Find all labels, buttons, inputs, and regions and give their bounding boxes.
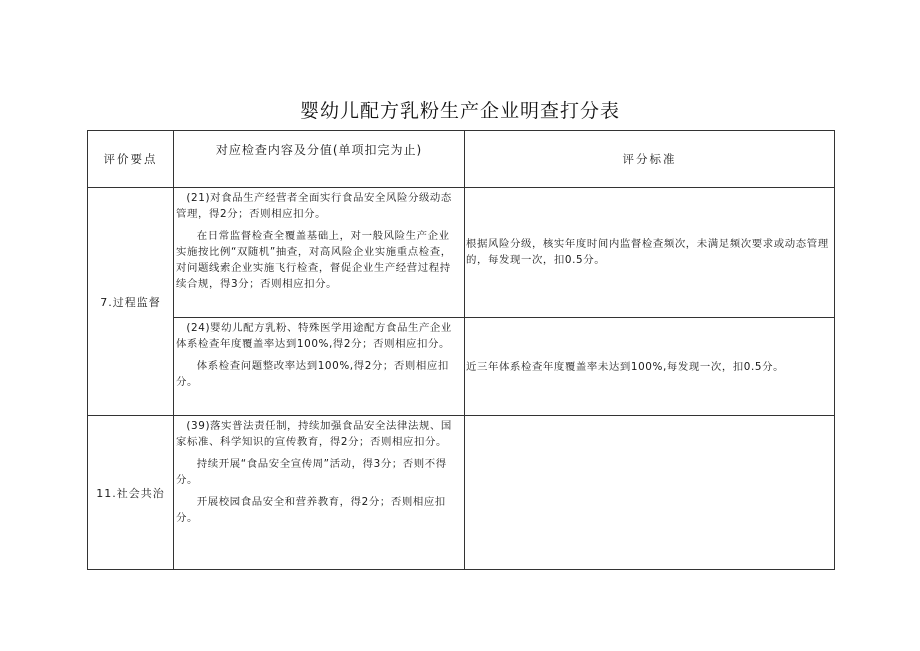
content-paragraph: (39)落实普法责任制，持续加强食品安全法律法规、国家标准、科学知识的宣传教育，得2分；否则相应扣分。 — [176, 420, 452, 448]
scoring-standard-cell — [465, 416, 835, 570]
scoring-standard-cell: 近三年体系检查年度覆盖率未达到100%,每发现一次，扣0.5分。 — [465, 318, 835, 416]
content-paragraph: 持续开展“食品安全宣传周”活动，得3分；否则不得分。 — [176, 458, 447, 486]
header-inspection-content: 对应检查内容及分值(单项扣完为止) — [174, 131, 465, 188]
document-title: 婴幼儿配方乳粉生产企业明查打分表 — [299, 100, 620, 122]
content-paragraph: (21)对食品生产经营者全面实行食品安全风险分级动态管理，得2分；否则相应扣分。 — [176, 192, 452, 220]
content-paragraph: 在日常监督检查全覆盖基础上，对一般风险生产企业实施按比例“双随机”抽查，对高风险企业实施重点检查，对问题线索企业实施飞行检查，督促企业生产经营过程持续合规，得3分；否则相应扣分。 — [176, 230, 452, 290]
table-header-row — [88, 131, 835, 188]
content-paragraph: (24)婴幼儿配方乳粉、特殊医学用途配方食品生产企业体系检查年度覆盖率达到100%,得2分；否则相应扣分。 — [176, 322, 452, 350]
category-social-governance: 11.社会共治 — [88, 416, 174, 570]
category-process-supervision: 7.过程监督 — [88, 188, 174, 416]
scoring-standard-cell: 根据风险分级，核实年度时间内监督检查频次，未满足频次要求或动态管理的，每发现一次，扣0.5分。 — [465, 188, 835, 318]
table-row — [88, 318, 835, 416]
header-evaluation-points: 评价要点 — [88, 131, 174, 188]
inspection-content-cell — [174, 318, 465, 416]
content-paragraph: 体系检查问题整改率达到100%,得2分；否则相应扣分。 — [176, 360, 449, 388]
inspection-content-cell — [174, 416, 465, 570]
inspection-content-cell — [174, 188, 465, 318]
content-paragraph: 开展校园食品安全和营养教育，得2分；否则相应扣分。 — [176, 496, 446, 524]
table-row — [88, 416, 835, 570]
score-table — [87, 130, 835, 570]
header-scoring-standard: 评分标准 — [465, 131, 835, 188]
table-row — [88, 188, 835, 318]
